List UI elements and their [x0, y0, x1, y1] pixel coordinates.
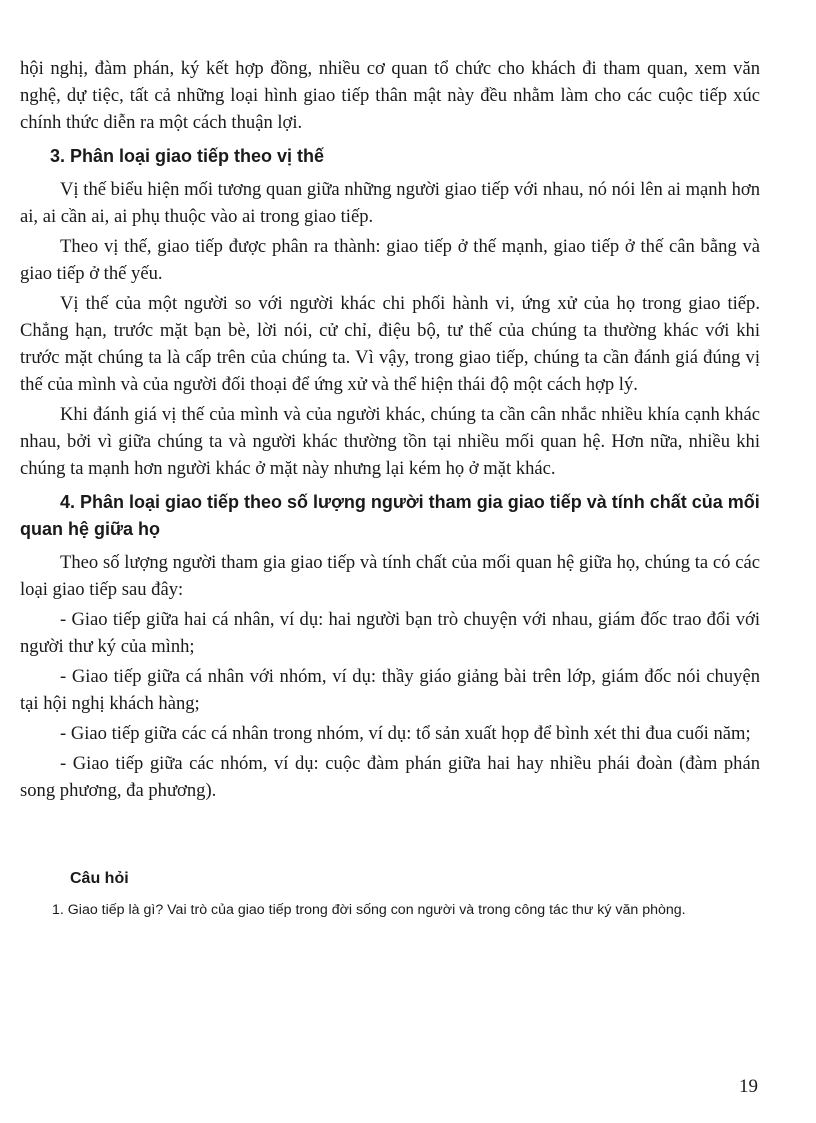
questions-heading: Câu hỏi: [70, 870, 129, 887]
section-3-paragraph: Theo vị thế, giao tiếp được phân ra thành: giao tiếp ở thế mạnh, giao tiếp ở thế cân bằng và giao tiếp ở thế yếu.: [20, 236, 760, 284]
question-item: 1. Giao tiếp là gì? Vai trò của giao tiếp trong đời sống con người và trong công tác thư ký văn phòng.: [52, 902, 686, 918]
intro-paragraph: hội nghị, đàm phán, ký kết hợp đồng, nhiều cơ quan tổ chức cho khách đi tham quan, xem văn nghệ, dự tiệc, tất cả những loại hình giao tiếp thân mật này đều nhằm làm cho các cuộc tiếp xúc chính thức diễn ra một cách thuận lợi.: [20, 58, 760, 133]
page-number: 19: [739, 1076, 758, 1097]
section-4-list-item: - Giao tiếp giữa cá nhân với nhóm, ví dụ: thầy giáo giảng bài trên lớp, giám đốc nói chuyện tại hội nghị khách hàng;: [20, 666, 760, 714]
section-3-paragraph: Vị thế biểu hiện mối tương quan giữa những người giao tiếp với nhau, nó nói lên ai mạnh hơn ai, ai cần ai, ai phụ thuộc vào ai trong giao tiếp.: [20, 179, 760, 227]
section-3-heading: 3. Phân loại giao tiếp theo vị thế: [50, 146, 325, 166]
section-4-list-item: - Giao tiếp giữa hai cá nhân, ví dụ: hai người bạn trò chuyện với nhau, giám đốc trao đổi với người thư ký của mình;: [20, 609, 760, 657]
page-content: [20, 55, 760, 923]
section-4-paragraph: Theo số lượng người tham gia giao tiếp và tính chất của mối quan hệ giữa họ, chúng ta có các loại giao tiếp sau đây:: [20, 552, 760, 600]
section-3-paragraph: Khi đánh giá vị thế của mình và của người khác, chúng ta cần cân nhắc nhiều khía cạnh khác nhau, bởi vì giữa chúng ta và người khác thường tồn tại nhiều mối quan hệ. Hơn nữa, nhiều khi chúng ta mạnh hơn người khác ở mặt này nhưng lại kém họ ở mặt khác.: [20, 404, 760, 479]
section-3-paragraph: Vị thế của một người so với người khác chi phối hành vi, ứng xử của họ trong giao tiếp. Chẳng hạn, trước mặt bạn bè, lời nói, cử chỉ, điệu bộ, tư thế của chúng ta thường khác với khi trước mặt chúng ta là cấp trên của chúng ta. Vì vậy, trong giao tiếp, chúng ta cần đánh giá đúng vị thế của mình và của người đối thoại để ứng xử và thể hiện thái độ một cách hợp lý.: [20, 293, 760, 395]
section-4-heading: 4. Phân loại giao tiếp theo số lượng người tham gia giao tiếp và tính chất của mối quan hệ giữa họ: [20, 492, 760, 539]
section-4-list-item: - Giao tiếp giữa các cá nhân trong nhóm, ví dụ: tổ sản xuất họp để bình xét thi đua cuối năm;: [60, 723, 751, 744]
section-4-list-item: - Giao tiếp giữa các nhóm, ví dụ: cuộc đàm phán giữa hai hay nhiều phái đoàn (đàm phán song phương, đa phương).: [20, 753, 760, 801]
